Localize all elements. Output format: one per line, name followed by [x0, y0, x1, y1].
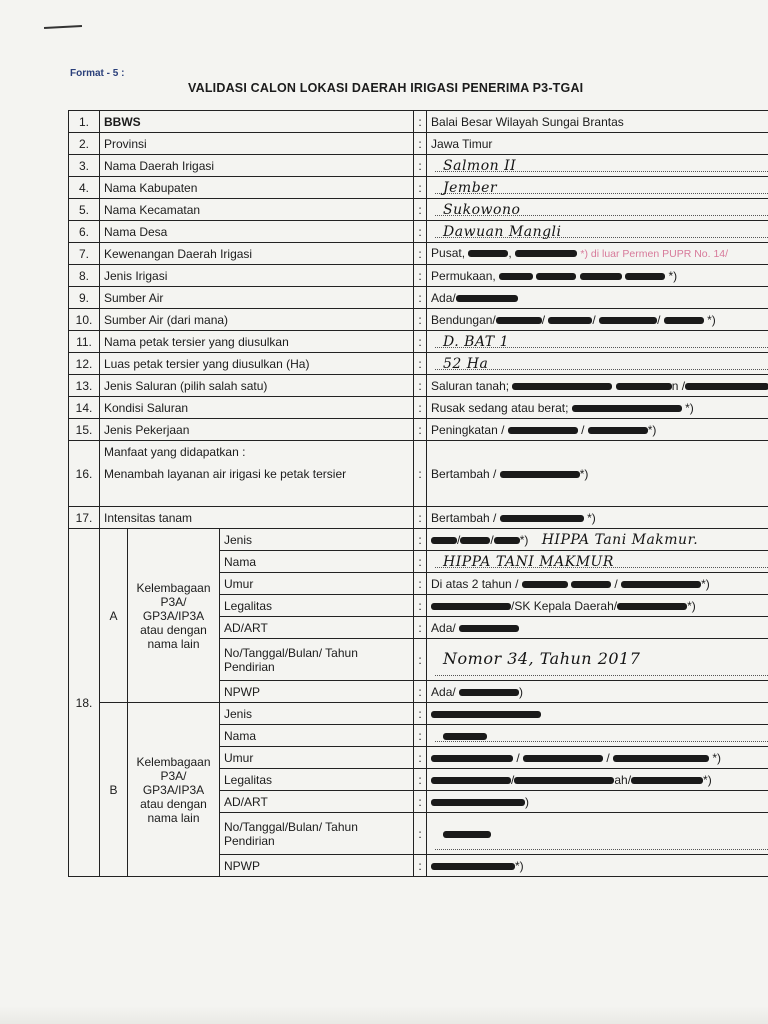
row-label-line: Manfaat yang didapatkan :	[104, 445, 246, 459]
row-label: Sumber Air	[100, 287, 414, 309]
colon: :	[414, 287, 427, 309]
redaction-bar	[500, 471, 580, 478]
redaction-bar	[536, 273, 576, 280]
field-value[interactable]	[427, 725, 768, 747]
redaction-bar	[625, 273, 665, 280]
colon: :	[414, 397, 427, 419]
redaction-bar	[572, 405, 682, 412]
form-row	[69, 265, 768, 287]
form-row	[69, 441, 768, 507]
form-row	[69, 309, 768, 331]
colon: :	[414, 529, 427, 551]
row-label: Nama Kecamatan	[100, 199, 414, 221]
redaction-bar	[456, 295, 518, 302]
row-label: Jenis Saluran (pilih salah satu)	[100, 375, 414, 397]
redaction-bar	[617, 603, 687, 610]
field-label: AD/ART	[220, 617, 414, 639]
row-number: 10.	[69, 309, 100, 331]
handwritten-value: 52 Ha	[443, 355, 489, 372]
row-value[interactable]	[427, 353, 768, 375]
redaction-bar	[508, 427, 578, 434]
field-value[interactable]	[427, 703, 768, 725]
row-value[interactable]	[427, 155, 768, 177]
row-number: 15.	[69, 419, 100, 441]
redaction-bar	[588, 427, 648, 434]
document-title: VALIDASI CALON LOKASI DAERAH IRIGASI PENERIMA P3-TGAI	[188, 81, 584, 95]
colon: :	[414, 551, 427, 573]
form-row	[69, 419, 768, 441]
redaction-bar	[580, 273, 622, 280]
form-row	[69, 375, 768, 397]
field-label: No/Tanggal/Bulan/ Tahun Pendirian	[220, 639, 414, 681]
form-row	[69, 177, 768, 199]
row-value[interactable]: Pusat, , *) di luar Permen PUPR No. 14/	[427, 243, 768, 265]
redaction-bar	[431, 863, 515, 870]
row-value[interactable]	[427, 177, 768, 199]
row-value[interactable]: Bertambah / *)	[427, 441, 768, 507]
form-row	[69, 221, 768, 243]
colon: :	[414, 221, 427, 243]
row-label: Sumber Air (dari mana)	[100, 309, 414, 331]
field-value[interactable]: / / *)	[427, 747, 768, 769]
format-label: Format - 5 :	[70, 68, 125, 79]
row-number: 1.	[69, 111, 100, 133]
subsection-letter: A	[100, 529, 128, 703]
row-number: 13.	[69, 375, 100, 397]
field-label: Legalitas	[220, 595, 414, 617]
form-row	[69, 397, 768, 419]
section-18b-row	[69, 703, 768, 725]
row-value[interactable]	[427, 221, 768, 243]
colon: :	[414, 133, 427, 155]
section-18a-row	[69, 529, 768, 551]
handwritten-value: Nomor 34, Tahun 2017	[443, 649, 641, 668]
colon: :	[414, 791, 427, 813]
row-number: 7.	[69, 243, 100, 265]
row-label: Intensitas tanam	[100, 507, 414, 529]
field-label: Jenis	[220, 529, 414, 551]
form-row	[69, 111, 768, 133]
colon: :	[414, 177, 427, 199]
row-number: 5.	[69, 199, 100, 221]
row-label: Nama Kabupaten	[100, 177, 414, 199]
field-label: AD/ART	[220, 791, 414, 813]
field-label: NPWP	[220, 855, 414, 877]
colon: :	[414, 813, 427, 855]
field-value[interactable]: / ah/ *)	[427, 769, 768, 791]
field-label: NPWP	[220, 681, 414, 703]
redaction-bar	[664, 317, 704, 324]
handwritten-value: Dawuan Mangli	[443, 223, 562, 240]
redaction-bar	[514, 777, 614, 784]
row-label: Jenis Pekerjaan	[100, 419, 414, 441]
redaction-bar	[431, 537, 457, 544]
row-value[interactable]	[427, 199, 768, 221]
form-row	[69, 133, 768, 155]
colon: :	[414, 375, 427, 397]
form-row	[69, 287, 768, 309]
row-label: Nama Desa	[100, 221, 414, 243]
form-row	[69, 331, 768, 353]
pen-mark	[44, 25, 82, 29]
row-label	[100, 441, 414, 507]
redaction-bar	[499, 273, 533, 280]
redaction-bar	[496, 317, 542, 324]
row-number: 6.	[69, 221, 100, 243]
redaction-bar	[443, 733, 487, 740]
field-value[interactable]: )	[427, 791, 768, 813]
row-label: BBWS	[100, 111, 414, 133]
colon: :	[414, 353, 427, 375]
row-number: 3.	[69, 155, 100, 177]
redaction-bar	[616, 383, 672, 390]
redaction-bar	[515, 250, 577, 257]
field-label: Nama	[220, 725, 414, 747]
colon: :	[414, 747, 427, 769]
row-label: Kondisi Saluran	[100, 397, 414, 419]
field-value[interactable]	[427, 813, 768, 855]
redaction-bar	[459, 625, 519, 632]
colon: :	[414, 331, 427, 353]
redaction-bar	[494, 537, 520, 544]
handwritten-value: Salmon II	[443, 157, 517, 174]
row-value[interactable]: Balai Besar Wilayah Sungai Brantas	[427, 111, 768, 133]
redaction-bar	[523, 755, 603, 762]
redaction-bar	[571, 581, 611, 588]
field-value[interactable]: /SK Kepala Daerah/ *)	[427, 595, 768, 617]
field-label: No/Tanggal/Bulan/ Tahun Pendirian	[220, 813, 414, 855]
colon: :	[414, 243, 427, 265]
colon: :	[414, 855, 427, 877]
handwritten-value: Jember	[443, 179, 498, 196]
colon: :	[414, 199, 427, 221]
redaction-bar	[599, 317, 657, 324]
colon: :	[414, 681, 427, 703]
colon: :	[414, 769, 427, 791]
row-value[interactable]: Ada/	[427, 287, 768, 309]
validation-form-table	[68, 110, 768, 877]
field-label: Nama	[220, 551, 414, 573]
row-label: Jenis Irigasi	[100, 265, 414, 287]
row-number: 12.	[69, 353, 100, 375]
row-number: 8.	[69, 265, 100, 287]
row-value[interactable]: Permukaan, *)	[427, 265, 768, 287]
field-label: Umur	[220, 573, 414, 595]
colon: :	[414, 703, 427, 725]
redaction-bar	[631, 777, 703, 784]
row-label: Luas petak tersier yang diusulkan (Ha)	[100, 353, 414, 375]
form-row	[69, 155, 768, 177]
row-label-line: Menambah layanan air irigasi ke petak tersier	[104, 467, 347, 481]
field-label: Jenis	[220, 703, 414, 725]
row-label: Kewenangan Daerah Irigasi	[100, 243, 414, 265]
row-value[interactable]: Jawa Timur	[427, 133, 768, 155]
redaction-bar	[443, 831, 491, 838]
colon: :	[414, 111, 427, 133]
redaction-bar	[522, 581, 568, 588]
handwritten-value: HIPPA Tani Makmur.	[541, 531, 699, 548]
row-value[interactable]: Bendungan/ / / / *)	[427, 309, 768, 331]
form-row	[69, 199, 768, 221]
field-value[interactable]: Ada/	[427, 617, 768, 639]
form-row	[69, 353, 768, 375]
row-number: 16.	[69, 441, 100, 507]
handwritten-value: D. BAT 1	[443, 333, 509, 350]
redaction-bar	[500, 515, 584, 522]
field-label: Legalitas	[220, 769, 414, 791]
subsection-letter: B	[100, 703, 128, 877]
colon: :	[414, 725, 427, 747]
page-bottom-edge	[0, 1006, 768, 1024]
field-value[interactable]: Di atas 2 tahun / / *)	[427, 573, 768, 595]
group-label: Kelembagaan P3A/ GP3A/IP3A atau dengan nama lain	[128, 703, 220, 877]
field-value[interactable]: Ada/ )	[427, 681, 768, 703]
regulation-note: *) di luar Permen PUPR No. 14/	[580, 248, 729, 260]
group-label: Kelembagaan P3A/ GP3A/IP3A atau dengan nama lain	[128, 529, 220, 703]
redaction-bar	[431, 711, 541, 718]
colon: :	[414, 155, 427, 177]
form-row	[69, 507, 768, 529]
redaction-bar	[548, 317, 592, 324]
colon: :	[414, 419, 427, 441]
row-value[interactable]: Saluran tanah; n /	[427, 375, 768, 397]
colon: :	[414, 617, 427, 639]
colon: :	[414, 595, 427, 617]
row-value[interactable]: Peningkatan / / *)	[427, 419, 768, 441]
row-label: Nama petak tersier yang diusulkan	[100, 331, 414, 353]
field-value[interactable]	[427, 639, 768, 681]
form-row	[69, 243, 768, 265]
redaction-bar	[621, 581, 701, 588]
redaction-bar	[431, 755, 513, 762]
redaction-bar	[431, 777, 511, 784]
row-value[interactable]	[427, 331, 768, 353]
colon: :	[414, 507, 427, 529]
colon: :	[414, 639, 427, 681]
row-number: 17.	[69, 507, 100, 529]
field-value[interactable]: *)	[427, 855, 768, 877]
colon: :	[414, 265, 427, 287]
row-value[interactable]: Bertambah / *)	[427, 507, 768, 529]
redaction-bar	[613, 755, 709, 762]
row-label: Nama Daerah Irigasi	[100, 155, 414, 177]
redaction-bar	[459, 689, 519, 696]
redaction-bar	[431, 799, 525, 806]
redaction-bar	[468, 250, 508, 257]
redaction-bar	[512, 383, 612, 390]
row-label: Provinsi	[100, 133, 414, 155]
field-value[interactable]	[427, 551, 768, 573]
field-value[interactable]: / / *) HIPPA Tani Makmur.	[427, 529, 768, 551]
handwritten-value: HIPPA TANI MAKMUR	[443, 553, 614, 570]
redaction-bar	[460, 537, 490, 544]
colon: :	[414, 309, 427, 331]
redaction-bar	[431, 603, 511, 610]
field-label: Umur	[220, 747, 414, 769]
row-number: 14.	[69, 397, 100, 419]
colon: :	[414, 441, 427, 507]
row-number: 9.	[69, 287, 100, 309]
row-number: 2.	[69, 133, 100, 155]
row-number: 4.	[69, 177, 100, 199]
redaction-bar	[685, 383, 768, 390]
row-value[interactable]: Rusak sedang atau berat; *)	[427, 397, 768, 419]
row-number: 18.	[69, 529, 100, 877]
handwritten-value: Sukowono	[443, 201, 521, 218]
colon: :	[414, 573, 427, 595]
row-number: 11.	[69, 331, 100, 353]
